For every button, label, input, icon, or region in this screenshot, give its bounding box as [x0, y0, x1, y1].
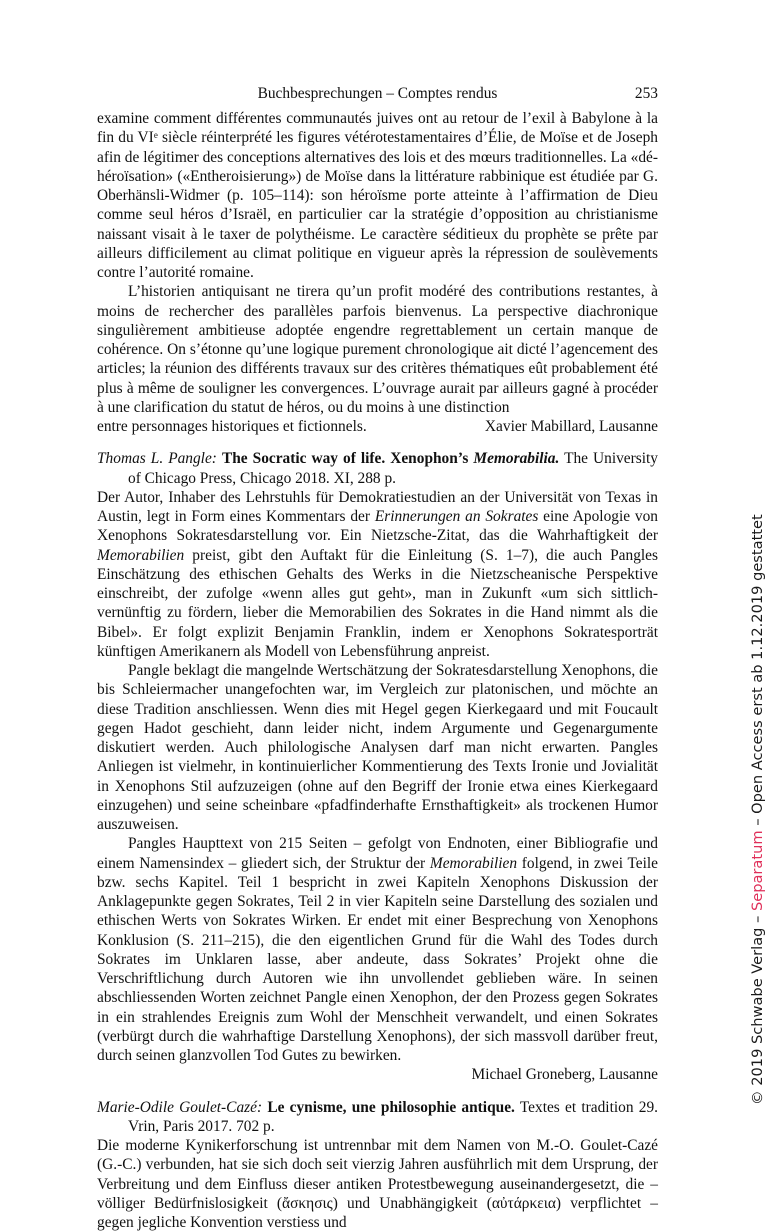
review-goulet-caze — [97, 1098, 658, 1232]
reviewer-signature: Michael Groneberg, Lausanne — [97, 1065, 658, 1084]
bibliographic-entry — [97, 1098, 658, 1137]
text-run: siècle réinterprété les figures vétérotestamentaires d’Élie, de Moïse et de Joseph afin de légitimer des conceptions alternatives des lois et des mœurs traditionnelles. La «dé-héroïsation» («Entheroisierung») de Moïse dans la littérature rabbinique est étudiée par G. Oberhänsli-Widmer (p. 105–114): son héroïsme porte atteinte à l’affirmation de Dieu comme seul héros d’Israël, en particulier car la stratégie d’opposition au christianisme naissant visait à le taxer de polythéisme. Le caractère séditieux du prophète se prête par ailleurs difficilement au climat politique en vigueur après la répression de soulèvements contre l’autorité romaine. — [97, 129, 658, 281]
review-pangle — [97, 449, 658, 1084]
paragraph-last-line-with-signature — [97, 417, 658, 436]
text-run: entre personnages historiques et fictionnels. — [97, 417, 367, 436]
text-run: Memorabilien — [430, 855, 517, 872]
separatum-label: Separatum — [749, 830, 766, 911]
text-run: Erinnerungen an Sokrates — [375, 508, 539, 525]
body-paragraph — [97, 834, 658, 1065]
copyright-notice — [748, 514, 767, 1105]
text-run: © 2019 Schwabe Verlag – — [749, 911, 766, 1105]
text-run: Memorabilia. — [473, 450, 559, 467]
text-run: Pangles Haupttext von 215 Seiten – gefolgt von Endnoten, einer Bibliografie und einem Namensindex – gliedert sich, der Struktur der — [97, 835, 658, 871]
publisher-info: The University of Chicago Press, Chicago 2018. XI, 288 p. — [128, 450, 658, 486]
book-title: Le cynisme, une philosophie antique. — [267, 1099, 515, 1116]
running-head-title: Buchbesprechungen – Comptes rendus — [97, 84, 658, 103]
text-run: eine Apologie von Xenophons Sokratesdarstellung vor. Ein Nietzsche-Zitat, das die Wahrhaftigkeit der — [97, 508, 658, 544]
book-author: Marie-Odile Goulet-Cazé: — [97, 1099, 262, 1116]
bibliographic-entry — [97, 449, 658, 488]
body-paragraph — [97, 109, 658, 282]
body-paragraph: Pangle beklagt die mangelnde Wertschätzung der Sokratesdarstellung Xenophons, die bis Schleiermacher unangefochten war, im Vergleich zur platonischen, und möchte an diese Tradition anschliessen. Wenn dies mit Hegel gegen Kierkegaard und mit Foucault gegen Hadot geschieht, dann leider nicht, indem Argumente und Gegenargumente diskutiert werden. Auch philologische Analysen darf man nicht erwarten. Pangles Anliegen ist vielmehr, in kontinuierlicher Kommentierung des Texts Ironie und Jovialität in Xenophons Stil aufzuzeigen (ohne auf den Begriff der Ironie etwa eines Kierkegaard einzugehen) und seine scheinbare «pfadfinderhafte Ernsthaftigkeit» als trockenen Humor auszuweisen. — [97, 661, 658, 834]
text-run: The Socratic way of life. Xenophon’s — [222, 450, 473, 467]
text-run: – Open Access erst ab 1.12.2019 gestattet — [749, 514, 766, 830]
body-paragraph — [97, 488, 658, 661]
page-number: 253 — [635, 84, 658, 103]
text-run: preist, gibt den Auftakt für die Einleitung (S. 1–7), die auch Pangles Einschätzung des ethischen Gehalts des Werks in die Nietzscheanische Perspektive einschreibt, der zufolge «wenn alles gut geht», man in Zukunft «um sich sittlich-vernünftig zu fördern, lieber die Memorabilien des Sokrates in die Hand nimmt als die Bibel». Er folgt explizit Benjamin Franklin, indem er Xenophons Sokratesporträt künftigen Amerikanern als Modell von Lebensführung anpreist. — [97, 547, 658, 660]
running-head — [97, 84, 658, 103]
book-author: Thomas L. Pangle: — [97, 450, 217, 467]
body-paragraph: Die moderne Kynikerforschung ist untrennbar mit dem Namen von M.-O. Goulet-Cazé (G.-C.) verbunden, hat sie sich doch seit vierzig Jahren ausführlich mit dem Ursprung, der Verbreitung und dem Einfluss dieser antiken Protestbewegung auseinandergesetzt, die – völliger Bedürfnislosigkeit (ἄσκησις) und Unabhängigkeit (αὐτάρκεια) verpflichtet – gegen jegliche Konvention verstiess und — [97, 1136, 658, 1232]
text-run: folgend, in zwei Teile bzw. sechs Kapitel. Teil 1 bespricht in zwei Kapiteln Xenophons Diskussion der Anklagepunkte gegen Sokrates, Teil 2 in vier Kapiteln seine Darstellung des sozialen und ethischen Werts von Sokrates Wirken. Er endet mit einer Besprechung von Xenophons Konklusion (S. 211–215), die den eigentlichen Grund für die Wahl des Todes durch Sokrates im Unklaren lasse, aber andeute, dass Sokrates’ Projekt ohne die Verschriftlichung durch Autoren wie ihn unvollendet geblieben wäre. In seinen abschliessenden Worten zeichnet Pangle einen Xenophon, der den Prozess gegen Sokrates in ein strahlendes Ereignis zum Wohl der Menschheit verwandelt, und einen Sokrates (verbürgt durch die wahrhaftige Darstellung Xenophons), der sich massvoll darüber freut, durch seinen glanzvollen Tod Gutes zu bewirken. — [97, 855, 658, 1065]
superscript-e: e — [154, 130, 158, 140]
reviewer-signature: Xavier Mabillard, Lausanne — [485, 417, 658, 436]
text-run: Memorabilien — [97, 547, 184, 564]
body-paragraph: L’historien antiquisant ne tirera qu’un profit modéré des contributions restantes, à moins de rechercher des parallèles parfois bienvenus. La perspective diachronique singulièrement ambitieuse adoptée engendre regrettablement un certain manque de cohérence. On s’étonne qu’une logique purement chronologique ait dicté l’agencement des articles; la réunion des différents travaux sur des critères thématiques eût probablement été plus à même de souligner les convergences. L’ouvrage aurait par ailleurs gagné à procéder à une clarification du statut de héros, ou du moins à une distinction — [97, 282, 658, 417]
publisher-info: Textes et tradition 29. Vrin, Paris 2017. 702 p. — [128, 1099, 658, 1135]
text-run: examine comment différentes communautés juives ont au retour de l’exil à Babylone à la fin du VI — [97, 110, 658, 146]
document-page — [97, 84, 658, 1232]
review-mabillard-continuation — [97, 109, 658, 436]
book-title — [222, 450, 559, 467]
text-run: Der Autor, Inhaber des Lehrstuhls für Demokratiestudien an der Universität von Texas in Austin, legt in Form eines Kommentars der — [97, 489, 658, 525]
